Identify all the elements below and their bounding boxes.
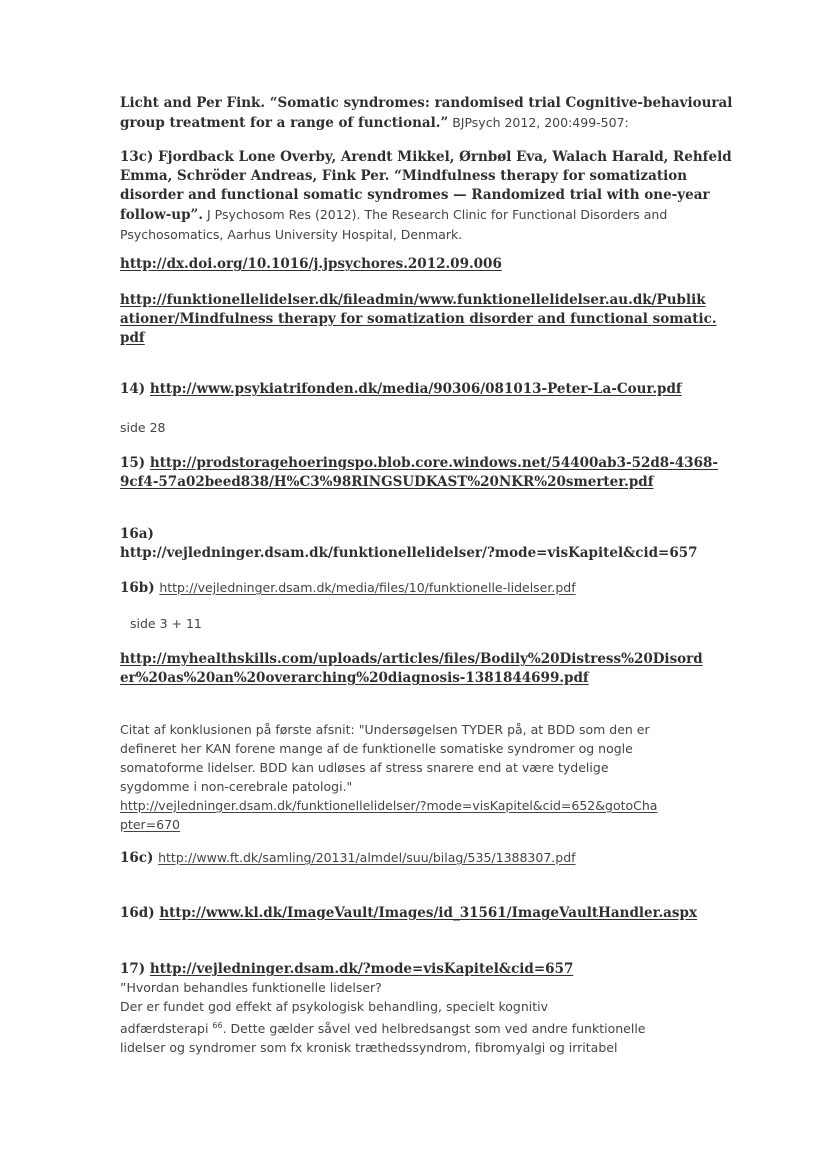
doi-link-block	[120, 255, 700, 274]
ref-link[interactable]: http://vejledninger.dsam.dk/media/files/10/funktionelle-lidelser.pdf	[159, 580, 576, 595]
reference-16b	[120, 578, 700, 598]
body-line: ”Hvordan behandles funktionelle lidelser?	[120, 980, 382, 995]
quote-block	[120, 720, 700, 834]
ref-link[interactable]: http://vejledninger.dsam.dk/?mode=visKapitel&cid=657	[149, 961, 574, 977]
side-note: side 3 + 11	[130, 616, 202, 631]
quote-line: defineret her KAN forene mange af de funktionelle somatiske syndromer og nogle	[120, 741, 633, 756]
ref-link[interactable]: http://www.ft.dk/samling/20131/almdel/suu/bilag/535/1388307.pdf	[158, 850, 576, 865]
body-line: adfærdsterapi	[120, 1021, 213, 1037]
reference-13c	[120, 148, 732, 244]
ref-text-line: disorder and functional somatic syndromes — Randomized trial with one-year	[120, 187, 710, 203]
ref-label: 16c)	[120, 850, 159, 866]
body-line: lidelser og syndromer som fx kronisk træthedssyndrom, fibromyalgi og irritabel	[120, 1040, 618, 1056]
reference-15	[120, 454, 718, 492]
ref-text-line: Emma, Schröder Andreas, Fink Per. “Mindfulness therapy for somatization	[120, 168, 688, 184]
reference-licht	[120, 94, 733, 133]
page-note	[120, 418, 700, 437]
ref-link[interactable]: 9cf4-57a02beed838/H%C3%98RINGSUDKAST%20NKR%20smerter.pdf	[120, 474, 654, 490]
ref-source: BJPsych 2012, 200:499-507:	[448, 115, 629, 130]
pdf-link-line[interactable]: pdf	[120, 330, 145, 346]
pdf-link-block	[120, 291, 717, 348]
ref-link[interactable]: http://prodstoragehoeringspo.blob.core.windows.net/54400ab3-52d8-4368-	[149, 455, 718, 471]
body-line: . Dette gælder såvel ved helbredsangst som ved andre funktionelle	[222, 1021, 646, 1037]
ref-text-line: group treatment for a range of functional.”	[120, 115, 449, 131]
ref-source: Psychosomatics, Aarhus University Hospital, Denmark.	[120, 227, 463, 242]
ref-text-line: Licht and Per Fink. “Somatic syndromes: randomised trial Cognitive-behavioural	[120, 95, 733, 111]
page-note	[120, 614, 710, 633]
reference-14	[120, 380, 700, 399]
body-line: Der er fundet god effekt af psykologisk behandling, specielt kognitiv	[120, 999, 549, 1014]
ref-link[interactable]: er%20as%20an%20overarching%20diagnosis-1381844699.pdf	[120, 670, 589, 686]
ref-link[interactable]: http://myhealthskills.com/uploads/articles/files/Bodily%20Distress%20Disord	[120, 651, 703, 667]
ref-label: 16a)	[120, 526, 154, 542]
reference-16c	[120, 848, 700, 868]
reference-17	[120, 960, 700, 979]
reference-17-text	[120, 978, 700, 1057]
ref-label: 16d)	[120, 905, 160, 921]
ref-text-line: follow-up”.	[120, 207, 204, 223]
quote-line: Citat af konklusionen på første afsnit: "Undersøgelsen TYDER på, at BDD som den er	[120, 722, 650, 737]
ref-label: 17)	[120, 961, 150, 977]
ref-link[interactable]: http://www.psykiatrifonden.dk/media/90306/081013-Peter-La-Cour.pdf	[149, 381, 682, 397]
ref-url-text[interactable]: http://vejledninger.dsam.dk/funktionellelidelser/?mode=visKapitel&cid=657	[120, 545, 698, 561]
myhealthskills-link-block	[120, 650, 703, 688]
reference-16a	[120, 525, 700, 563]
quote-line: somatoforme lidelser. BDD kan udløses af stress snarere end at være tydelige	[120, 760, 609, 775]
ref-source: J Psychosom Res (2012). The Research Clinic for Functional Disorders and	[203, 207, 668, 222]
ref-link[interactable]: http://www.kl.dk/ImageVault/Images/id_31561/ImageVaultHandler.aspx	[159, 905, 698, 921]
ref-label: 14)	[120, 381, 150, 397]
quote-link[interactable]: pter=670	[120, 817, 180, 832]
quote-line: sygdomme i non-cerebrale patologi."	[120, 779, 353, 794]
doi-link[interactable]: http://dx.doi.org/10.1016/j.jpsychores.2012.09.006	[120, 256, 502, 272]
ref-text-line: 13c) Fjordback Lone Overby, Arendt Mikkel, Ørnbøl Eva, Walach Harald, Rehfeld	[120, 149, 732, 165]
pdf-link-line[interactable]: http://funktionellelidelser.dk/fileadmin/www.funktionellelidelser.au.dk/Publik	[120, 292, 706, 308]
footnote-ref: 66	[212, 1021, 223, 1030]
ref-label: 15)	[120, 455, 150, 471]
ref-label: 16b)	[120, 580, 160, 596]
quote-link[interactable]: http://vejledninger.dsam.dk/funktionellelidelser/?mode=visKapitel&cid=652&gotoCha	[120, 798, 658, 813]
side-note: side 28	[120, 420, 166, 435]
pdf-link-line[interactable]: ationer/Mindfulness therapy for somatization disorder and functional somatic.	[120, 311, 717, 327]
reference-16d	[120, 904, 700, 923]
